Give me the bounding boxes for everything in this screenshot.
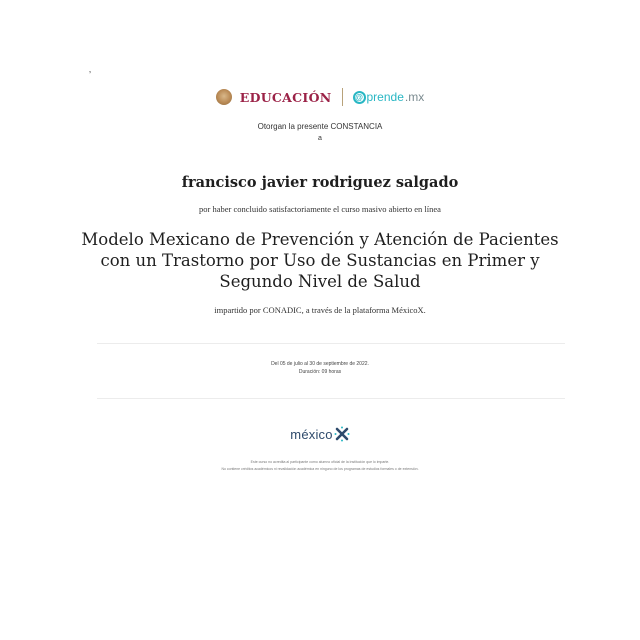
header-logos: [0, 88, 640, 106]
course-title: Modelo Mexicano de Prevención y Atención de Pacientes con un Trastorno por Uso de Sustancias en Primer y Segundo Nivel de Salud: [81, 230, 559, 291]
aprende-logo-tld: .mx: [404, 90, 425, 104]
mexicox-logo-text: méxico: [290, 426, 333, 442]
national-seal-icon: [216, 89, 232, 105]
completion-line: por haber concluido satisfactoriamente el curso masivo abierto en línea: [199, 204, 441, 214]
aprende-a-icon: @: [353, 91, 366, 104]
recipient-name: francisco javier rodriguez salgado: [181, 174, 459, 191]
mexicox-logo: [0, 426, 640, 442]
to-line: a: [318, 135, 322, 142]
aprende-logo: [353, 90, 425, 104]
grant-line: Otorgan la presente CONSTANCIA: [257, 122, 383, 131]
disclaimer-line-2: No contiene créditos académicos ni revalidación académica en ninguno de los programas de estudios formales o de extensión.: [221, 467, 419, 471]
taught-by-line: impartido por CONADIC, a través de la plataforma MéxicoX.: [214, 305, 426, 315]
course-dates: Del 05 de julio al 30 de septiembre de 2022.: [271, 361, 369, 367]
mexicox-x-icon: [334, 426, 350, 442]
course-duration: Duración: 09 horas: [298, 369, 342, 375]
disclaimer-line-1: Este curso no acredita al participante como alumno oficial de la institución que lo imparte.: [250, 460, 390, 464]
aprende-logo-name: prende: [366, 90, 404, 104]
logo-divider: [342, 88, 343, 106]
corner-mark: ‚: [89, 64, 91, 74]
divider-bottom: [97, 398, 565, 399]
divider-top: [97, 343, 565, 344]
education-logo-text: EDUCACIÓN: [239, 89, 332, 105]
